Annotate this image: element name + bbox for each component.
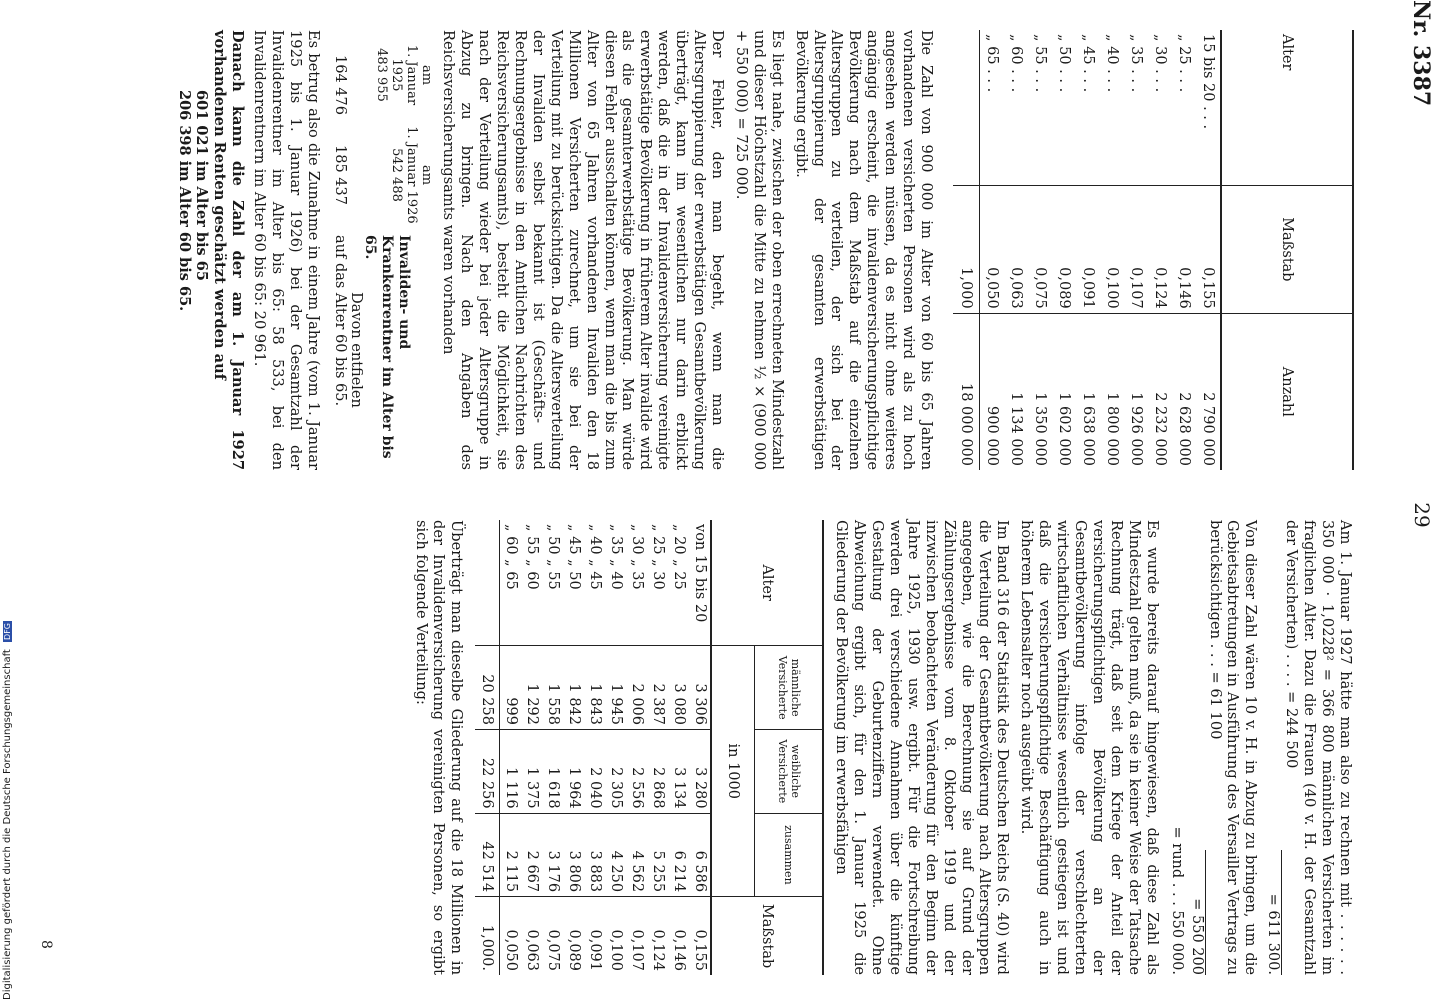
- table-row: [521, 520, 542, 975]
- col-header-weiblich: weibliche Versicherte: [755, 730, 823, 814]
- table-row: [563, 520, 584, 975]
- table-cell: 3 306: [689, 646, 711, 730]
- unit-header: in 1000: [711, 646, 755, 897]
- table-cell: 0,124: [647, 897, 668, 975]
- table-cell: 0,124: [1148, 186, 1172, 314]
- table-row: [980, 30, 1005, 470]
- total-cell: 1,000: [953, 186, 980, 314]
- table-cell: 6 214: [668, 813, 689, 897]
- total-cell: [475, 520, 500, 646]
- table-cell: 0,075: [542, 897, 563, 975]
- table-cell: 0,107: [1124, 186, 1148, 314]
- table-cell: 0,063: [521, 897, 542, 975]
- col-header-alter: Alter: [759, 564, 776, 601]
- table-cell: 0,063: [1004, 186, 1028, 314]
- paragraph: Die Zahl von 900 000 im Alter von 60 bis 65 Jahren vorhandenen versicherten Personen wird als zu hoch angesehen werden müssen, da es nicht ohne weiteres angängig erscheint, die invalidenversicherungspflichtige Bevölkerung nach dem Maßstab auf die einzelnen Altersgruppen zu verteilen, der sich bei der Altersgruppierung der gesamten erwerbstätigen Bevölkerung ergibt.: [792, 30, 935, 470]
- table-row: [542, 520, 563, 975]
- table-cell: „ 20 „ 25: [671, 524, 688, 590]
- table-cell: 1 375: [521, 730, 542, 814]
- table-cell: „ 40 „ 45: [587, 524, 604, 590]
- figure-1925: am 1. Januar 1925 483 955: [373, 44, 434, 106]
- table-cell: 0,050: [500, 897, 522, 975]
- population-table: [475, 520, 824, 975]
- table-cell: 0,146: [668, 897, 689, 975]
- paragraph: Danach kann die Zahl der am 1. Januar 1927 vorhandenen Renten geschätzt werden auf: [211, 30, 246, 470]
- table-cell: 2 628 000: [1172, 313, 1196, 470]
- dfg-logo: DFG: [3, 623, 12, 640]
- table-cell: 1 843: [584, 646, 605, 730]
- table-row: [605, 520, 626, 975]
- total-cell: 22 256: [475, 730, 500, 814]
- table-cell: 3 134: [668, 730, 689, 814]
- page-number: 29: [1410, 502, 1434, 528]
- page-letter: 8: [38, 940, 54, 949]
- table-cell: 2 667: [521, 813, 542, 897]
- table-row: [1196, 30, 1221, 470]
- table-cell: „ 35 „ 40: [608, 524, 625, 590]
- table-row: [1124, 30, 1148, 470]
- left-column: [24, 520, 1354, 975]
- table-row: [689, 520, 711, 975]
- davon-figures: [328, 30, 348, 470]
- calc-total: = 550 200: [1189, 850, 1206, 975]
- table-cell: 1 350 000: [1028, 313, 1052, 470]
- table-cell: 0,050: [980, 186, 1005, 314]
- table-cell: 2 040: [584, 730, 605, 814]
- estimate-2: 206 398 im Alter 60 bis 65.: [176, 90, 194, 312]
- table-cell: „ 25 . . .: [1176, 34, 1192, 93]
- table-cell: von 15 bis 20: [692, 524, 709, 623]
- total-row: [953, 30, 980, 470]
- table-cell: 2 556: [626, 730, 647, 814]
- table-cell: 1 602 000: [1052, 313, 1076, 470]
- table-cell: „ 55 „ 60: [524, 524, 541, 590]
- table-cell: „ 60 . . .: [1008, 34, 1024, 93]
- table-cell: „ 45 . . .: [1080, 34, 1096, 93]
- table-cell: 1 116: [500, 730, 522, 814]
- davon-label: auf das Alter 60 bis 65.: [331, 235, 348, 407]
- table-cell: 2 115: [500, 813, 522, 897]
- table-cell: 2 006: [626, 646, 647, 730]
- table-row: [1052, 30, 1076, 470]
- table-cell: „ 40 . . .: [1104, 34, 1120, 93]
- table-cell: 2 868: [647, 730, 668, 814]
- table-row: [1028, 30, 1052, 470]
- table-cell: 0,100: [605, 897, 626, 975]
- table-cell: 3 806: [563, 813, 584, 897]
- table-cell: 1 618: [542, 730, 563, 814]
- table-cell: 0,107: [626, 897, 647, 975]
- table-cell: „ 30 „ 35: [629, 524, 646, 590]
- table-row: [1004, 30, 1028, 470]
- table-row: [626, 520, 647, 975]
- table-cell: 900 000: [980, 313, 1005, 470]
- table-cell: 0,091: [584, 897, 605, 975]
- total-row: [475, 520, 500, 975]
- table-cell: 3 280: [689, 730, 711, 814]
- table-cell: „ 45 „ 50: [566, 524, 583, 590]
- table-cell: 0,091: [1076, 186, 1100, 314]
- total-cell: 20 258: [475, 646, 500, 730]
- digitization-credit: [2, 0, 18, 1000]
- table-cell: 0,100: [1100, 186, 1124, 314]
- davon-heading: Davon entfielen: [347, 292, 364, 408]
- davon-1926: 185 437: [331, 145, 348, 205]
- table-cell: 2 232 000: [1148, 313, 1172, 470]
- paragraph: Überträgt man dieselbe Gliederung auf die 18 Millionen in der Invalidenversicherung vereinigten Personen, so ergibt sich folgende Verteilung:: [412, 520, 466, 975]
- table-cell: 1 638 000: [1076, 313, 1100, 470]
- table-cell: 3 080: [668, 646, 689, 730]
- davon-1925: 164 476: [331, 55, 348, 115]
- calc-rounded: = rund . . . 550 000.: [1168, 826, 1185, 975]
- table-cell: „ 65 . . .: [984, 34, 1000, 93]
- table-cell: 0,089: [563, 897, 584, 975]
- age-distribution-table: [953, 30, 1354, 470]
- total-cell: [953, 30, 980, 186]
- table-cell: 2 790 000: [1196, 313, 1221, 470]
- table-cell: 1 292: [521, 646, 542, 730]
- table-cell: „ 25 „ 30: [650, 524, 667, 590]
- col-header-massstab: Maßstab: [1221, 186, 1353, 314]
- table-cell: 1 964: [563, 730, 584, 814]
- total-cell: 18 000 000: [953, 313, 980, 470]
- total-cell: 1,000.: [475, 897, 500, 975]
- figure-1926: am 1. Januar 1926 542 488: [388, 126, 434, 224]
- table-cell: 3 176: [542, 813, 563, 897]
- col-header-alter: Alter: [1279, 34, 1295, 71]
- col-header-maennlich: männliche Versicherte: [755, 646, 823, 730]
- table-row: [1100, 30, 1124, 470]
- table-cell: „ 60 „ 65: [503, 524, 520, 590]
- col-header-anzahl: Anzahl: [1221, 313, 1353, 470]
- table-row: [500, 520, 522, 975]
- table-cell: „ 50 . . .: [1056, 34, 1072, 93]
- paragraph: Es liegt nahe, zwischen der oben errechneten Mindestzahl und dieser Höchstzahl die Mitte zu nehmen ½ × (900 000 + 550 000) = 725 000.: [732, 30, 786, 470]
- table-cell: 5 255: [647, 813, 668, 897]
- table-cell: 0,155: [1196, 186, 1221, 314]
- invaliden-figures: [361, 30, 434, 470]
- paragraph: Der Fehler, den man begeht, wenn man die Altersgruppierung der erwerbstätigen Gesamtbevölkerung überträgt, kann im wesentlichen nur darin erblickt werden, daß die in der Invalidenversicherung vereinigte erwerbstätige Bevölkerung in früherem Alter invalide wird als die gesamterwerbstätige Bevölkerung. Man würde diesen Fehler ausschalten können, wenn man die bis zum Alter von 65 Jahren vorhandenen Invaliden den 18 Millionen Versicherten zurechnet, um sie bei der Verteilung mit zu berücksichtigen. Da die Altersverteilung der Invaliden selbst bekannt ist (Geschäfts- und Rechnungsergebnisse in den Amtlichen Nachrichten des Reichsversicherungsamts), besteht die Möglichkeit, sie nach der Verteilung wieder bei jeder Altersgruppe in Abzug zu bringen. Nach den Angaben des Reichsversicherungsamts waren vorhanden: [440, 30, 727, 470]
- table-cell: 4 250: [605, 813, 626, 897]
- table-cell: „ 50 „ 55: [545, 524, 562, 590]
- paragraph: Es betrug also die Zunahme in einem Jahre (vom 1. Januar 1925 bis 1. Januar 1926) bei der Gesamtzahl der Invalidenrentner im Alter bis 65: 58 533, bei den Invalidenrentnern im Alter 60 bis 65: 20 961.: [250, 30, 322, 470]
- table-cell: 1 926 000: [1124, 313, 1148, 470]
- table-row: [1172, 30, 1196, 470]
- table-cell: 0,155: [689, 897, 711, 975]
- table-cell: 0,146: [1172, 186, 1196, 314]
- table-cell: 0,075: [1028, 186, 1052, 314]
- table-row: [1076, 30, 1100, 470]
- page-header: [1374, 0, 1434, 1000]
- table-cell: 1 134 000: [1004, 313, 1028, 470]
- table-cell: 2 387: [647, 646, 668, 730]
- right-column: [34, 30, 1354, 470]
- table-cell: „ 30 . . .: [1152, 34, 1168, 93]
- table-cell: 999: [500, 646, 522, 730]
- col-header-zusammen: zusammen: [755, 813, 823, 897]
- paragraph: Im Band 316 der Statistik des Deutschen Reichs (S. 40) wird die Verteilung der Gesamtbevölkerung nach Altersgruppen angegeben, wie die Berechnung sie auf Grund der Zählungsergebnisse vom 8. Oktober 1919 und der inzwischen beobachteten Veränderung für den Beginn der Jahre 1925, 1930 usw. ergibt. Für die Fortschreibung werden drei verschiedene Annahmen über die künftige Gestaltung der Geburtenziffern verwendet. Ohne Abweichung ergibt sich, für den 1. Januar 1925 die Gliederung der Bevölkerung im erwerbsfähigen: [833, 520, 1012, 975]
- table-cell: 2 305: [605, 730, 626, 814]
- calc-paragraph: Von dieser Zahl wären 10 v. H. in Abzug zu bringen, um die Gebietsabtretungen in Ausführung des Versailler Vertrags zu berücksichtigen . . . = 61 100: [1206, 520, 1260, 975]
- estimate-1: 601 021 im Alter bis 65: [193, 90, 211, 281]
- table-cell: 4 562: [626, 813, 647, 897]
- table-row: [647, 520, 668, 975]
- table-cell: 1 800 000: [1100, 313, 1124, 470]
- table-cell: 1 842: [563, 646, 584, 730]
- table-cell: 15 bis 20 . . .: [1200, 34, 1216, 130]
- credit-text: Digitalisierung gefördert durch die Deutsche Forschungsgemeinschaft: [2, 649, 13, 1000]
- table-row: [668, 520, 689, 975]
- table-row: [584, 520, 605, 975]
- calc-total: = 611 300.: [1265, 850, 1282, 975]
- table-cell: 1 558: [542, 646, 563, 730]
- table-cell: „ 55 . . .: [1032, 34, 1048, 93]
- table-cell: „ 35 . . .: [1128, 34, 1144, 93]
- table-cell: 1 945: [605, 646, 626, 730]
- table-cell: 0,089: [1052, 186, 1076, 314]
- figure-label: Invaliden- und Krankenrentner im Alter bis 65.: [361, 235, 412, 459]
- calc-paragraph: Am 1. Januar 1927 hätte man also zu rechnen mit . . . . . . 350 000 · 1,0228² = 366 800 männlichen Versicherten im fraglichen Alter. Dazu die Frauen (40 v. H. der Gesamtzahl der Versicherten) . . . . = 244 500: [1283, 520, 1354, 975]
- paragraph: Es wurde bereits darauf hingewiesen, daß diese Zahl als Mindestzahl gelten muß, da sie in keiner Weise der Tatsache Rechnung trägt, daß seit dem Kriege der Anteil der versicherungspflichtigen Bevölkerung an der Gesamtbevölkerung infolge der verschlechterten wirtschaftlichen Verhältnisse wesentlich gestiegen ist und daß die versicherungspflichtige Beschäftigung auch in höherem Lebensalter noch ausgeübt wird.: [1018, 520, 1161, 975]
- total-cell: 42 514: [475, 813, 500, 897]
- col-header-massstab: Maßstab: [711, 897, 823, 975]
- document-number: Nr. 3387: [1408, 0, 1434, 107]
- table-row: [1148, 30, 1172, 470]
- table-cell: 6 586: [689, 813, 711, 897]
- table-cell: 3 883: [584, 813, 605, 897]
